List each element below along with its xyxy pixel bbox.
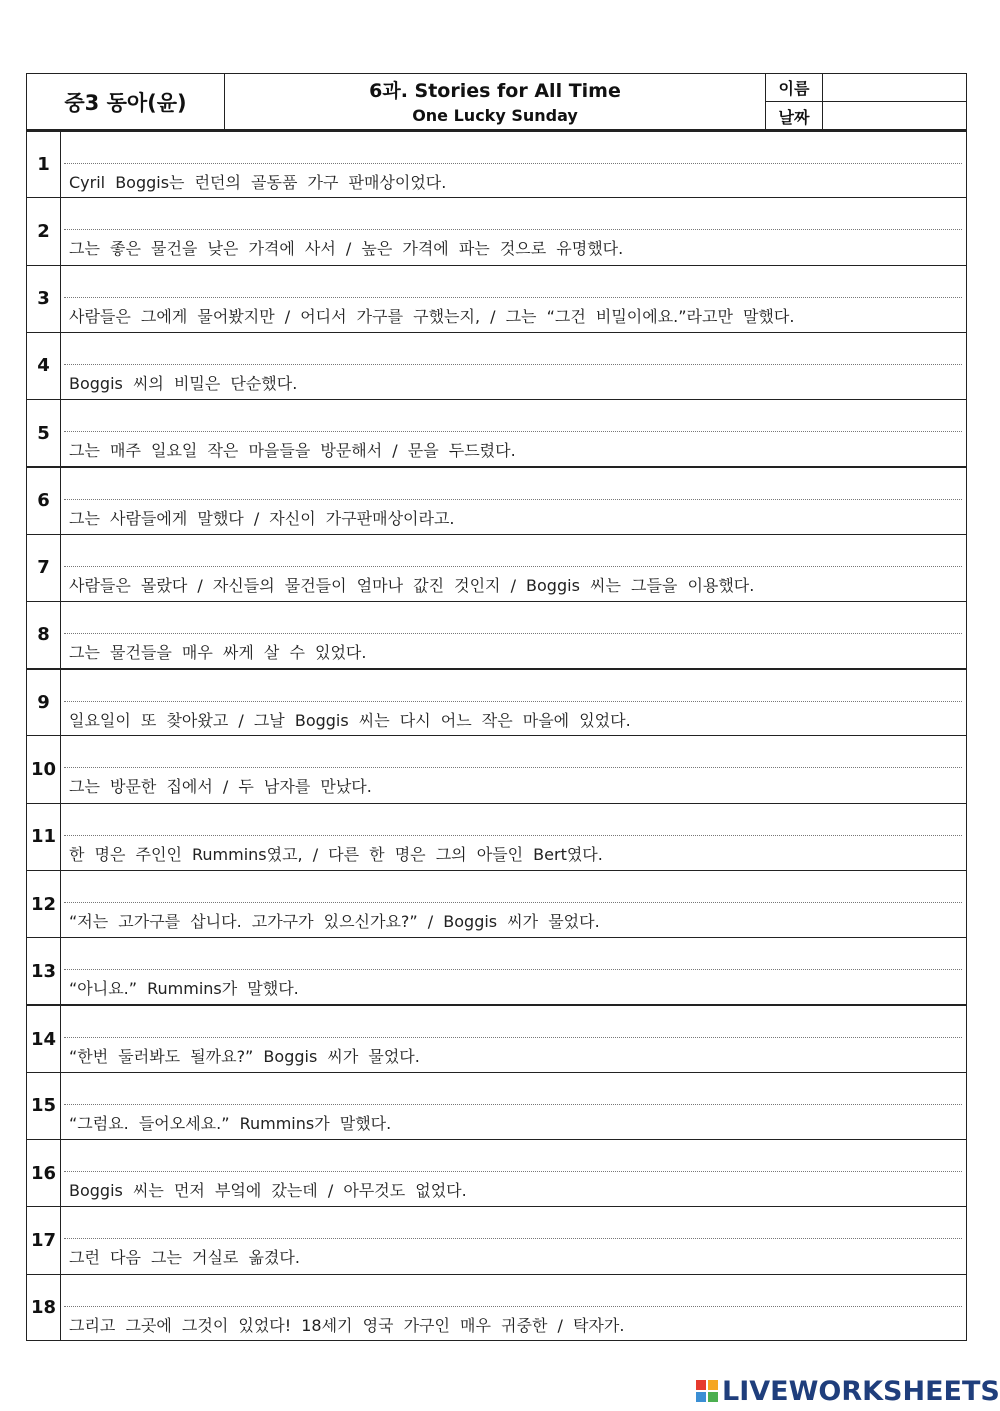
korean-sentence: 일요일이 또 찾아왔고 / 그날 Boggis 씨는 다시 어느 작은 마을에 있었다.	[69, 711, 631, 731]
table-row	[27, 130, 966, 197]
korean-sentence: Cyril Boggis는 런던의 골동품 가구 판매상이었다.	[69, 173, 447, 192]
name-field[interactable]	[823, 74, 966, 102]
logo-square	[708, 1392, 718, 1402]
header-labels	[766, 74, 823, 129]
korean-sentence: 그는 사람들에게 말했다 / 자신이 가구판매상이라고.	[69, 509, 455, 529]
date-field[interactable]	[823, 102, 966, 130]
table-row	[27, 601, 966, 668]
table-row	[27, 265, 966, 332]
row-number: 5	[27, 400, 61, 466]
sentence-table	[26, 130, 967, 1341]
answer-input[interactable]	[64, 339, 962, 365]
row-number: 1	[27, 132, 61, 197]
korean-sentence: 그리고 그곳에 그것이 있었다! 18세기 영국 가구인 매우 귀중한 / 탁자가.	[69, 1315, 625, 1335]
answer-input[interactable]	[64, 272, 962, 298]
row-number: 7	[27, 535, 61, 601]
korean-sentence: Boggis 씨는 먼저 부엌에 갔는데 / 아무것도 없었다.	[69, 1180, 467, 1200]
table-row	[27, 332, 966, 399]
answer-input[interactable]	[64, 676, 962, 702]
answer-input[interactable]	[64, 742, 962, 768]
korean-sentence: 그는 물건들을 매우 싸게 살 수 있었다.	[69, 642, 367, 662]
korean-sentence: “그럼요. 들어오세요.” Rummins가 말했다.	[69, 1113, 392, 1133]
answer-input[interactable]	[64, 1281, 962, 1307]
row-number: 18	[27, 1275, 61, 1341]
korean-sentence: 그런 다음 그는 거실로 옮겼다.	[69, 1248, 300, 1268]
table-row	[27, 534, 966, 601]
table-row	[27, 1004, 966, 1071]
row-number: 9	[27, 670, 61, 735]
table-row	[27, 870, 966, 937]
korean-sentence: 그는 매주 일요일 작은 마을들을 방문해서 / 문을 두드렸다.	[69, 441, 516, 461]
table-row	[27, 197, 966, 264]
korean-sentence: 그는 방문한 집에서 / 두 남자를 만났다.	[69, 777, 372, 797]
answer-input[interactable]	[64, 1213, 962, 1239]
logo-text: LIVEWORKSHEETS	[722, 1375, 1000, 1407]
korean-sentence: 한 명은 주인인 Rummins였고, / 다른 한 명은 그의 아들인 Bert였다.	[69, 844, 603, 864]
row-number: 8	[27, 602, 61, 668]
answer-input[interactable]	[64, 406, 962, 432]
korean-sentence: “저는 고가구를 삽니다. 고가구가 있으신가요?” / Boggis 씨가 물었다.	[69, 911, 600, 931]
korean-sentence: Boggis 씨의 비밀은 단순했다.	[69, 373, 298, 393]
answer-input[interactable]	[64, 204, 962, 230]
answer-input[interactable]	[64, 1012, 962, 1038]
table-row	[27, 735, 966, 802]
lesson-subtitle: One Lucky Sunday	[412, 106, 578, 125]
row-number: 17	[27, 1207, 61, 1273]
answer-input[interactable]	[64, 944, 962, 970]
answer-input[interactable]	[64, 138, 962, 164]
row-number: 4	[27, 333, 61, 399]
table-row	[27, 1139, 966, 1206]
logo-square	[708, 1380, 718, 1390]
korean-sentence: “한번 둘러봐도 될까요?” Boggis 씨가 물었다.	[69, 1047, 420, 1067]
row-number: 10	[27, 736, 61, 802]
row-number: 6	[27, 468, 61, 533]
lesson-title-cell	[225, 74, 766, 129]
header-values	[823, 74, 966, 129]
answer-input[interactable]	[64, 474, 962, 500]
table-row	[27, 1072, 966, 1139]
name-label: 이름	[766, 74, 822, 102]
logo-square	[696, 1392, 706, 1402]
class-label: 중3 동아(윤)	[27, 74, 225, 129]
logo-square	[696, 1380, 706, 1390]
answer-input[interactable]	[64, 1079, 962, 1105]
table-row	[27, 803, 966, 870]
answer-input[interactable]	[64, 1146, 962, 1172]
row-number: 2	[27, 198, 61, 264]
liveworksheets-logo[interactable]	[696, 1376, 1000, 1406]
row-number: 12	[27, 871, 61, 937]
korean-sentence: 사람들은 몰랐다 / 자신들의 물건들이 얼마나 값진 것인지 / Boggis 씨는 그들을 이용했다.	[69, 575, 755, 595]
date-label: 날짜	[778, 107, 810, 127]
korean-sentence: 그는 좋은 물건을 낮은 가격에 사서 / 높은 가격에 파는 것으로 유명했다.	[69, 239, 624, 259]
answer-input[interactable]	[64, 810, 962, 836]
row-number: 3	[27, 266, 61, 332]
answer-input[interactable]	[64, 877, 962, 903]
table-row	[27, 1274, 966, 1341]
lesson-title: 6과. Stories for All Time	[369, 80, 621, 102]
row-number: 15	[27, 1073, 61, 1139]
row-number: 14	[27, 1006, 61, 1071]
table-row	[27, 937, 966, 1004]
table-row	[27, 466, 966, 533]
row-number: 13	[27, 938, 61, 1004]
korean-sentence: “아니요.” Rummins가 말했다.	[69, 979, 299, 999]
answer-input[interactable]	[64, 608, 962, 634]
table-row	[27, 668, 966, 735]
table-row	[27, 399, 966, 466]
korean-sentence: 사람들은 그에게 물어봤지만 / 어디서 가구를 구했는지, / 그는 “그건 비밀이에요.”라고만 말했다.	[69, 306, 795, 326]
answer-input[interactable]	[64, 541, 962, 567]
table-row	[27, 1206, 966, 1273]
row-number: 16	[27, 1140, 61, 1206]
row-number: 11	[27, 804, 61, 870]
worksheet-header	[26, 73, 967, 130]
logo-squares-icon	[696, 1380, 718, 1402]
